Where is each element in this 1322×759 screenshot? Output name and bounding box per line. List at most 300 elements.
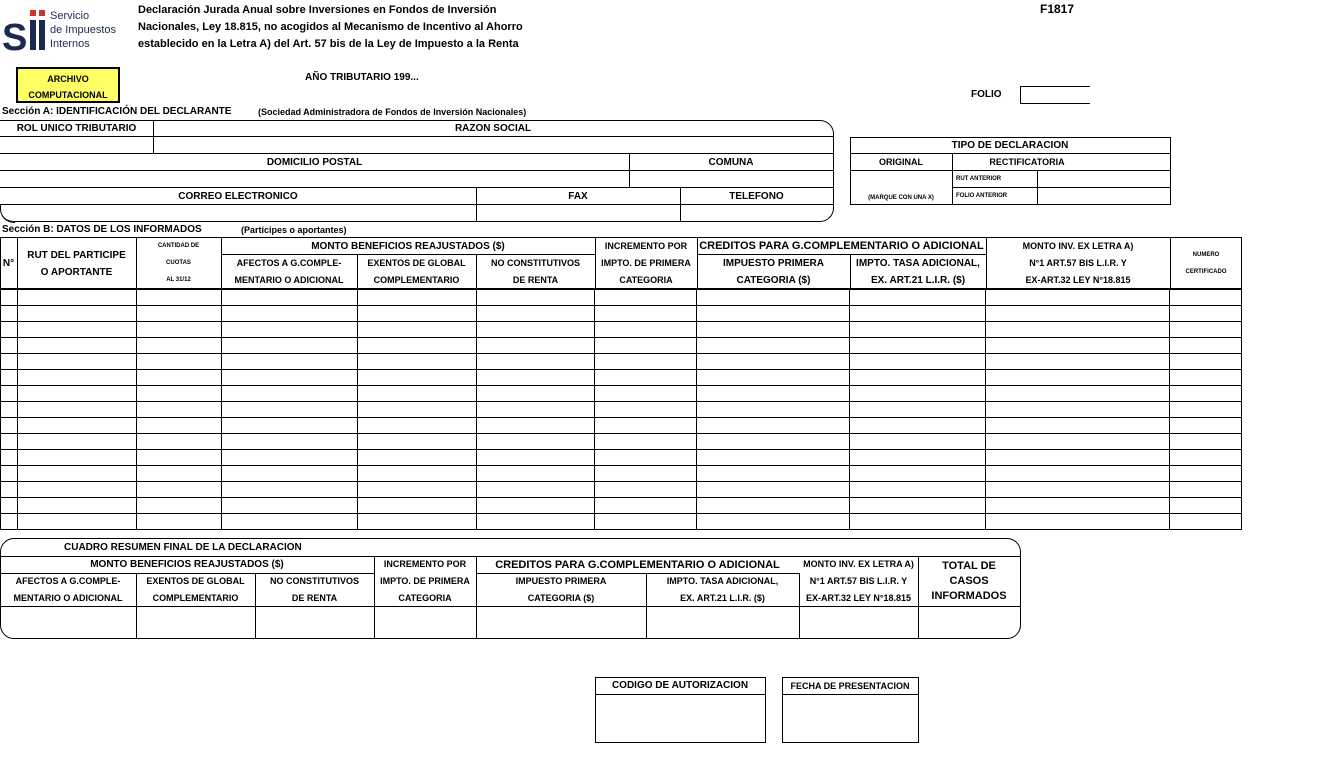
imp-line-1: IMPUESTO PRIMERA <box>723 258 824 269</box>
imp-line-2: CATEGORIA ($) <box>736 275 811 286</box>
table-cell[interactable] <box>17 386 136 402</box>
table-cell[interactable] <box>986 290 1170 306</box>
resumen-tasa-input[interactable] <box>647 607 798 637</box>
table-row <box>1 290 1242 306</box>
monto-inv-line-3: EX-ART.32 LEY N°18.815 <box>1025 275 1131 285</box>
table-cell[interactable] <box>697 402 850 418</box>
resumen-title: CUADRO RESUMEN FINAL DE LA DECLARACION <box>64 542 302 553</box>
table-cell[interactable] <box>697 482 850 498</box>
resumen-imp-line-2: CATEGORIA ($) <box>527 593 595 603</box>
table-cell[interactable] <box>476 290 595 306</box>
table-cell[interactable] <box>17 402 136 418</box>
col-numero-certificado <box>1170 238 1242 289</box>
table-cell[interactable] <box>986 386 1170 402</box>
resumen-total-casos <box>918 557 1020 606</box>
table-cell[interactable] <box>595 466 697 482</box>
incr-line-1: INCREMENTO POR <box>604 241 688 251</box>
table-cell[interactable] <box>595 370 697 386</box>
table-cell[interactable] <box>357 338 476 354</box>
table-row <box>1 370 1242 386</box>
form-code: F1817 <box>1040 2 1075 16</box>
archivo-line-1: ARCHIVO <box>47 74 89 84</box>
col-tasa-adicional <box>850 255 986 289</box>
table-cell[interactable] <box>476 306 595 322</box>
table-cell[interactable] <box>357 434 476 450</box>
table-cell[interactable] <box>476 450 595 466</box>
table-cell[interactable] <box>476 434 595 450</box>
tipo-title: TIPO DE DECLARACION <box>951 139 1069 151</box>
table-cell[interactable] <box>697 514 850 530</box>
table-cell[interactable] <box>850 306 986 322</box>
col-rut-line-1: RUT DEL PARTICIPE <box>27 249 126 261</box>
numero-line-1: NUMERO <box>1192 251 1220 258</box>
table-cell[interactable] <box>986 370 1170 386</box>
table-cell[interactable] <box>136 498 221 514</box>
informados-grid <box>0 289 1242 530</box>
table-cell[interactable] <box>357 386 476 402</box>
table-cell[interactable] <box>1169 402 1241 418</box>
table-cell[interactable] <box>136 322 221 338</box>
table-cell[interactable] <box>1 306 18 322</box>
archivo-computacional-badge <box>16 67 120 103</box>
section-b-subtitle: (Partícipes o aportantes) <box>241 225 347 235</box>
table-cell[interactable] <box>221 498 357 514</box>
table-cell[interactable] <box>697 354 850 370</box>
table-cell[interactable] <box>850 386 986 402</box>
table-cell[interactable] <box>986 402 1170 418</box>
correo-label: CORREO ELECTRONICO <box>178 190 298 202</box>
table-row <box>1 450 1242 466</box>
resumen-tasa-line-2: EX. ART.21 L.I.R. ($) <box>680 593 765 603</box>
table-cell[interactable] <box>1 290 18 306</box>
table-cell[interactable] <box>17 450 136 466</box>
resumen-noconst-input[interactable] <box>256 607 373 637</box>
col-impuesto-primera <box>697 255 850 289</box>
total-line-1: TOTAL DE <box>942 560 996 572</box>
title-line-1: Declaración Jurada Anual sobre Inversiones en Fondos de Inversión <box>138 4 497 16</box>
table-cell[interactable] <box>476 386 595 402</box>
table-cell[interactable] <box>986 466 1170 482</box>
table-cell[interactable] <box>221 386 357 402</box>
table-cell[interactable] <box>1169 386 1241 402</box>
domicilio-input[interactable] <box>1 171 628 186</box>
razon-social-label: RAZON SOCIAL <box>454 122 532 134</box>
table-cell[interactable] <box>986 418 1170 434</box>
table-cell[interactable] <box>476 418 595 434</box>
table-cell[interactable] <box>357 450 476 466</box>
table-cell[interactable] <box>697 338 850 354</box>
table-cell[interactable] <box>17 354 136 370</box>
table-row <box>1 402 1242 418</box>
table-cell[interactable] <box>17 306 136 322</box>
table-cell[interactable] <box>357 370 476 386</box>
table-row <box>1 322 1242 338</box>
table-cell[interactable] <box>1169 498 1241 514</box>
codigo-autorizacion-label: CODIGO DE AUTORIZACION <box>611 680 749 692</box>
table-cell[interactable] <box>595 434 697 450</box>
resumen-tasa-line-1: IMPTO. TASA ADICIONAL, <box>666 576 779 586</box>
original-label: ORIGINAL <box>879 157 923 168</box>
table-cell[interactable] <box>221 370 357 386</box>
tasa-line-2: EX. ART.21 L.I.R. ($) <box>870 275 966 286</box>
col-incremento <box>595 238 697 289</box>
table-cell[interactable] <box>136 402 221 418</box>
comuna-label: COMUNA <box>708 156 754 168</box>
telefono-label: TELEFONO <box>729 190 784 202</box>
table-cell[interactable] <box>595 306 697 322</box>
org-name <box>50 9 116 51</box>
rut-anterior-input[interactable] <box>1038 171 1169 186</box>
razon-social-input[interactable] <box>154 137 832 152</box>
resumen-exentos <box>136 574 255 606</box>
resumen-total-input[interactable] <box>919 607 1009 637</box>
table-row <box>1 386 1242 402</box>
folio-anterior-label: FOLIO ANTERIOR <box>956 193 1008 199</box>
resumen-incr-line-1: INCREMENTO POR <box>383 559 467 569</box>
table-row <box>1 306 1242 322</box>
table-cell[interactable] <box>595 322 697 338</box>
table-cell[interactable] <box>17 434 136 450</box>
sii-logo <box>2 8 48 52</box>
table-cell[interactable] <box>136 386 221 402</box>
table-cell[interactable] <box>357 498 476 514</box>
table-cell[interactable] <box>221 482 357 498</box>
telefono-input[interactable] <box>681 205 821 220</box>
table-cell[interactable] <box>221 450 357 466</box>
col-monto-inv <box>986 238 1170 289</box>
resumen-exentos-input[interactable] <box>137 607 254 637</box>
resumen-exentos-line-1: EXENTOS DE GLOBAL <box>146 576 245 586</box>
table-cell[interactable] <box>17 418 136 434</box>
table-cell[interactable] <box>476 498 595 514</box>
anio-tributario: AÑO TRIBUTARIO 199... <box>305 72 419 83</box>
resumen-monto-header: MONTO BENEFICIOS REAJUSTADOS ($) <box>90 559 284 571</box>
table-cell[interactable] <box>986 434 1170 450</box>
table-row <box>1 338 1242 354</box>
table-cell[interactable] <box>1 450 18 466</box>
noconst-line-2: DE RENTA <box>512 275 559 285</box>
table-cell[interactable] <box>986 498 1170 514</box>
table-cell[interactable] <box>850 482 986 498</box>
table-cell[interactable] <box>136 306 221 322</box>
org-line-3: Internos <box>50 38 90 50</box>
col-rut-line-2: O APORTANTE <box>40 266 113 278</box>
table-cell[interactable] <box>697 386 850 402</box>
exentos-line-2: COMPLEMENTARIO <box>373 275 460 285</box>
resumen-exentos-line-2: COMPLEMENTARIO <box>152 593 239 603</box>
resumen-afectos-input[interactable] <box>8 607 135 637</box>
resumen-incr-line-2: IMPTO. DE PRIMERA <box>380 576 470 586</box>
monto-inv-line-1: MONTO INV. EX LETRA A) <box>1022 241 1134 251</box>
codigo-autorizacion-input[interactable] <box>596 695 764 742</box>
table-cell[interactable] <box>1 354 18 370</box>
table-cell[interactable] <box>697 450 850 466</box>
table-cell[interactable] <box>1 386 18 402</box>
svg-text:S: S <box>2 17 28 52</box>
table-cell[interactable] <box>221 290 357 306</box>
fax-label: FAX <box>568 190 588 202</box>
original-checkbox[interactable] <box>851 171 951 191</box>
table-cell[interactable] <box>986 482 1170 498</box>
table-cell[interactable] <box>17 370 136 386</box>
table-row <box>1 514 1242 530</box>
table-cell[interactable] <box>850 434 986 450</box>
table-cell[interactable] <box>17 498 136 514</box>
resumen-tasa-adicional <box>646 574 799 606</box>
table-cell[interactable] <box>221 354 357 370</box>
table-cell[interactable] <box>476 466 595 482</box>
table-cell[interactable] <box>1 338 18 354</box>
table-cell[interactable] <box>136 418 221 434</box>
table-cell[interactable] <box>357 482 476 498</box>
col-cantidad-cuotas <box>136 238 221 289</box>
comuna-input[interactable] <box>630 171 832 186</box>
table-cell[interactable] <box>595 290 697 306</box>
table-cell[interactable] <box>595 402 697 418</box>
table-cell[interactable] <box>850 338 986 354</box>
resumen-impuesto-primera <box>476 574 646 606</box>
table-cell[interactable] <box>136 482 221 498</box>
col-rut-participe <box>17 238 136 289</box>
table-cell[interactable] <box>595 338 697 354</box>
resumen-imp-line-1: IMPUESTO PRIMERA <box>515 576 607 586</box>
table-cell[interactable] <box>850 290 986 306</box>
table-cell[interactable] <box>1169 450 1241 466</box>
col-cuotas-line-1: CANTIDAD DE <box>157 243 200 249</box>
table-cell[interactable] <box>1 322 18 338</box>
table-cell[interactable] <box>697 370 850 386</box>
total-line-3: INFORMADOS <box>931 590 1007 602</box>
exentos-line-1: EXENTOS DE GLOBAL <box>367 258 466 268</box>
table-cell[interactable] <box>986 338 1170 354</box>
table-cell[interactable] <box>221 514 357 530</box>
org-line-1: Servicio <box>50 10 90 22</box>
table-cell[interactable] <box>1 514 18 530</box>
table-cell[interactable] <box>357 306 476 322</box>
correo-input[interactable] <box>14 205 475 220</box>
archivo-line-2: COMPUTACIONAL <box>28 90 108 100</box>
resumen-noconst-line-1: NO CONSTITUTIVOS <box>269 576 359 586</box>
table-cell[interactable] <box>136 370 221 386</box>
table-cell[interactable] <box>1169 418 1241 434</box>
table-cell[interactable] <box>850 322 986 338</box>
table-row <box>1 466 1242 482</box>
marque-label: (MARQUE CON UNA X) <box>868 194 934 201</box>
resumen-afectos-line-1: AFECTOS A G.COMPLE- <box>15 576 121 586</box>
table-row <box>1 418 1242 434</box>
resumen-monto-inv-line-2: N°1 ART.57 BIS L.I.R. Y <box>809 576 908 586</box>
table-cell[interactable] <box>1 402 18 418</box>
table-cell[interactable] <box>476 514 595 530</box>
table-cell[interactable] <box>476 370 595 386</box>
folio-anterior-input[interactable] <box>1038 188 1169 203</box>
monto-beneficios-header: MONTO BENEFICIOS REAJUSTADOS ($) <box>311 240 505 252</box>
table-cell[interactable] <box>476 402 595 418</box>
table-cell[interactable] <box>357 322 476 338</box>
fax-input[interactable] <box>477 205 679 220</box>
resumen-monto-inv <box>799 557 918 606</box>
table-cell[interactable] <box>595 450 697 466</box>
table-cell[interactable] <box>1169 370 1241 386</box>
table-cell[interactable] <box>1169 290 1241 306</box>
form-title <box>138 2 523 53</box>
table-cell[interactable] <box>850 498 986 514</box>
table-row <box>1 354 1242 370</box>
table-cell[interactable] <box>986 354 1170 370</box>
fecha-presentacion-label: FECHA DE PRESENTACION <box>790 680 910 691</box>
table-cell[interactable] <box>136 354 221 370</box>
table-row <box>1 482 1242 498</box>
col-numero: N° <box>2 257 15 269</box>
table-cell[interactable] <box>17 514 136 530</box>
table-cell[interactable] <box>357 290 476 306</box>
table-cell[interactable] <box>1 482 18 498</box>
table-cell[interactable] <box>221 434 357 450</box>
table-cell[interactable] <box>595 386 697 402</box>
table-cell[interactable] <box>357 466 476 482</box>
table-cell[interactable] <box>17 290 136 306</box>
table-cell[interactable] <box>136 466 221 482</box>
table-cell[interactable] <box>17 482 136 498</box>
table-cell[interactable] <box>357 514 476 530</box>
title-line-3: establecido en la Letra A) del Art. 57 bis de la Ley de Impuesto a la Renta <box>138 38 519 50</box>
resumen-creditos-header: CREDITOS PARA G.COMPLEMENTARIO O ADICIONAL <box>495 558 780 571</box>
table-cell[interactable] <box>595 514 697 530</box>
table-cell[interactable] <box>221 418 357 434</box>
resumen-impuesto-input[interactable] <box>477 607 645 637</box>
table-cell[interactable] <box>221 306 357 322</box>
incr-line-2: IMPTO. DE PRIMERA <box>601 258 691 268</box>
table-cell[interactable] <box>1 498 18 514</box>
table-cell[interactable] <box>986 322 1170 338</box>
noconst-line-1: NO CONSTITUTIVOS <box>490 258 580 268</box>
table-cell[interactable] <box>221 466 357 482</box>
table-cell[interactable] <box>697 466 850 482</box>
afectos-line-2: MENTARIO O ADICIONAL <box>234 275 344 285</box>
table-cell[interactable] <box>357 354 476 370</box>
table-cell[interactable] <box>1169 338 1241 354</box>
table-cell[interactable] <box>697 498 850 514</box>
table-cell[interactable] <box>1169 466 1241 482</box>
table-cell[interactable] <box>850 466 986 482</box>
table-cell[interactable] <box>1169 434 1241 450</box>
fecha-presentacion-input[interactable] <box>783 695 917 742</box>
rut-input[interactable] <box>1 137 152 152</box>
table-cell[interactable] <box>17 338 136 354</box>
section-b-title: Sección B: DATOS DE LOS INFORMADOS <box>2 224 202 235</box>
resumen-incr-line-3: CATEGORIA <box>398 593 452 603</box>
table-cell[interactable] <box>136 338 221 354</box>
table-cell[interactable] <box>697 418 850 434</box>
table-cell[interactable] <box>17 466 136 482</box>
table-cell[interactable] <box>986 514 1170 530</box>
table-cell[interactable] <box>1169 354 1241 370</box>
table-cell[interactable] <box>1169 514 1241 530</box>
rut-label: ROL UNICO TRIBUTARIO <box>16 122 137 134</box>
title-line-2: Nacionales, Ley 18.815, no acogidos al Mecanismo de Incentivo al Ahorro <box>138 21 523 33</box>
resumen-incremento-input[interactable] <box>375 607 475 637</box>
resumen-monto-inv-line-3: EX-ART.32 LEY N°18.815 <box>806 593 911 603</box>
resumen-incremento <box>374 557 476 606</box>
resumen-noconst-line-2: DE RENTA <box>291 593 338 603</box>
table-cell[interactable] <box>986 306 1170 322</box>
resumen-afectos-line-2: MENTARIO O ADICIONAL <box>13 593 123 603</box>
table-cell[interactable] <box>595 354 697 370</box>
table-cell[interactable] <box>476 354 595 370</box>
table-cell[interactable] <box>1 370 18 386</box>
table-cell[interactable] <box>697 306 850 322</box>
table-cell[interactable] <box>136 290 221 306</box>
table-cell[interactable] <box>697 290 850 306</box>
section-a-subtitle: (Sociedad Administradora de Fondos de Inversión Nacionales) <box>258 107 527 117</box>
numero-line-2: CERTIFICADO <box>1185 268 1227 275</box>
table-cell[interactable] <box>476 338 595 354</box>
col-cuotas-line-2: CUOTAS <box>166 260 191 266</box>
total-line-2: CASOS <box>949 575 989 587</box>
table-cell[interactable] <box>697 322 850 338</box>
rut-anterior-label: RUT ANTERIOR <box>956 176 1002 182</box>
table-cell[interactable] <box>595 418 697 434</box>
table-cell[interactable] <box>595 498 697 514</box>
monto-inv-line-2: N°1 ART.57 BIS L.I.R. Y <box>1029 258 1127 268</box>
table-cell[interactable] <box>850 370 986 386</box>
table-cell[interactable] <box>986 450 1170 466</box>
resumen-monto-inv-input[interactable] <box>800 607 917 637</box>
table-cell[interactable] <box>136 434 221 450</box>
table-cell[interactable] <box>1169 306 1241 322</box>
resumen-no-constitutivos <box>255 574 374 606</box>
domicilio-label: DOMICILIO POSTAL <box>266 156 363 168</box>
table-cell[interactable] <box>476 322 595 338</box>
org-line-2: de Impuestos <box>50 24 117 36</box>
afectos-line-1: AFECTOS A G.COMPLE- <box>236 258 342 268</box>
table-cell[interactable] <box>136 450 221 466</box>
table-cell[interactable] <box>595 482 697 498</box>
table-cell[interactable] <box>1 466 18 482</box>
table-cell[interactable] <box>1 418 18 434</box>
table-cell[interactable] <box>357 402 476 418</box>
table-cell[interactable] <box>850 418 986 434</box>
incr-line-3: CATEGORIA <box>619 275 673 285</box>
resumen-afectos <box>0 574 136 606</box>
table-cell[interactable] <box>697 434 850 450</box>
table-cell[interactable] <box>1169 322 1241 338</box>
col-afectos <box>221 255 357 289</box>
table-row <box>1 498 1242 514</box>
table-cell[interactable] <box>136 514 221 530</box>
table-cell[interactable] <box>850 450 986 466</box>
table-cell[interactable] <box>850 402 986 418</box>
section-a-title: Sección A: IDENTIFICACIÓN DEL DECLARANTE <box>2 106 232 117</box>
table-cell[interactable] <box>1169 482 1241 498</box>
table-cell[interactable] <box>850 514 986 530</box>
resumen-monto-inv-line-1: MONTO INV. EX LETRA A) <box>803 559 914 569</box>
table-cell[interactable] <box>221 338 357 354</box>
folio-input[interactable] <box>1020 86 1090 104</box>
table-row <box>1 434 1242 450</box>
col-exentos <box>357 255 476 289</box>
col-no-constitutivos <box>476 255 595 289</box>
table-cell[interactable] <box>476 482 595 498</box>
table-cell[interactable] <box>1 434 18 450</box>
table-cell[interactable] <box>357 418 476 434</box>
table-cell[interactable] <box>17 322 136 338</box>
folio-label: FOLIO <box>971 89 1002 100</box>
table-cell[interactable] <box>850 354 986 370</box>
tasa-line-1: IMPTO. TASA ADICIONAL, <box>856 258 980 269</box>
table-cell[interactable] <box>221 322 357 338</box>
table-cell[interactable] <box>221 402 357 418</box>
